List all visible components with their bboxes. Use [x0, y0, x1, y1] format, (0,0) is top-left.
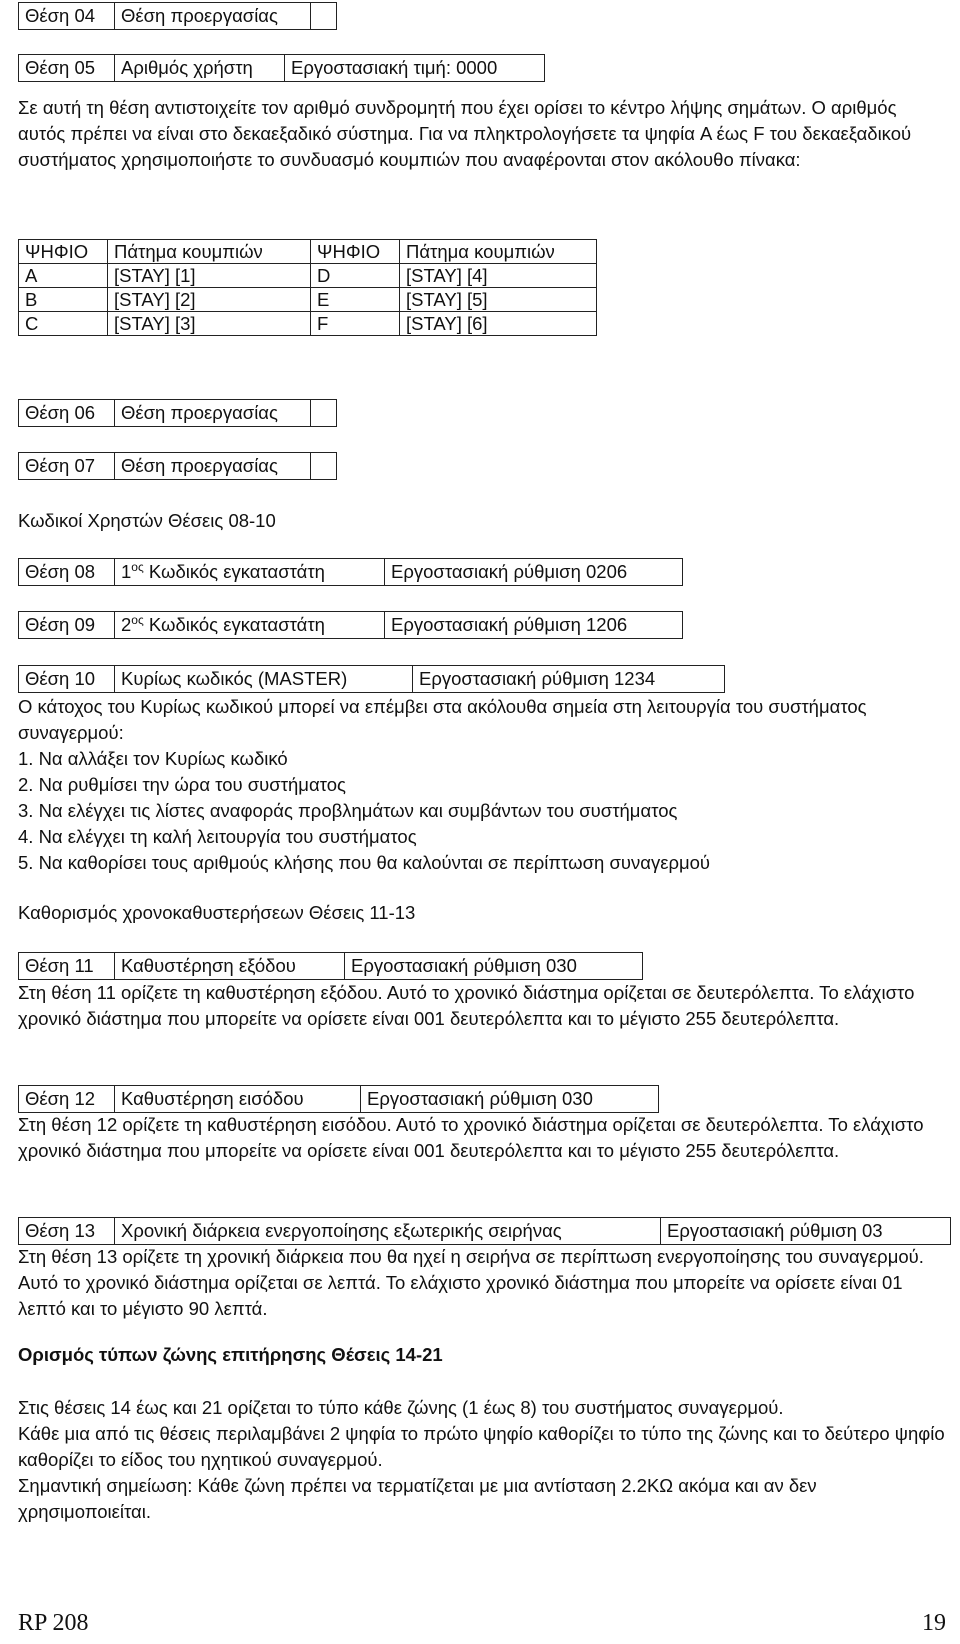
pos10-row — [18, 665, 725, 693]
pos05-label: Αριθμός χρήστη — [115, 55, 285, 81]
table-cell: [STAY] [3] — [108, 312, 311, 336]
table-cell: A — [19, 264, 108, 288]
table-cell: D — [311, 264, 400, 288]
list-item: 4. Να ελέγχει τη καλή λειτουργία του συστήματος — [18, 826, 417, 847]
table-cell: [STAY] [6] — [400, 312, 597, 336]
pos13-number: Θέση 13 — [19, 1218, 115, 1244]
table-cell: [STAY] [1] — [108, 264, 311, 288]
pos10-label: Κυρίως κωδικός (MASTER) — [115, 666, 413, 692]
table-header: Πάτημα κουμπιών — [400, 240, 597, 264]
table-header: ΨΗΦΙΟ — [311, 240, 400, 264]
pos06-row — [18, 399, 337, 427]
pos07-value-cell — [311, 453, 337, 479]
pos13-default: Εργοστασιακή ρύθμιση 03 — [661, 1218, 951, 1244]
pos12-row — [18, 1085, 659, 1113]
list-item: 5. Να καθορίσει τους αριθμούς κλήσης που θα καλούνται σε περίπτωση συναγερμού — [18, 852, 711, 873]
list-item: 1. Να αλλάξει τον Κυρίως κωδικό — [18, 748, 288, 769]
user-codes-heading: Κωδικοί Χρηστών Θέσεις 08-10 — [18, 510, 276, 531]
pos05-number: Θέση 05 — [19, 55, 115, 81]
table-cell: E — [311, 288, 400, 312]
pos08-row — [18, 558, 683, 586]
pos11-number: Θέση 11 — [19, 953, 115, 979]
pos12-default: Εργοστασιακή ρύθμιση 030 — [361, 1086, 659, 1112]
footer-page-number: 19 — [922, 1610, 946, 1636]
pos08-default: Εργοστασιακή ρύθμιση 0206 — [385, 559, 683, 585]
footer-doc-id: RP 208 — [18, 1610, 89, 1636]
master-intro: Ο κάτοχος του Κυρίως κωδικού μπορεί να επέμβει στα ακόλουθα σημεία στη λειτουργία του συστήματος συναγερμού: — [18, 696, 867, 743]
pos10-default: Εργοστασιακή ρύθμιση 1234 — [413, 666, 725, 692]
pos05-row — [18, 54, 545, 82]
pos11-label: Καθυστέρηση εξόδου — [115, 953, 345, 979]
pos04-number: Θέση 04 — [19, 3, 115, 29]
pos12-description: Στη θέση 12 ορίζετε τη καθυστέρηση εισόδου. Αυτό το χρονικό διάστημα ορίζεται σε δευτερόλεπτα. Το ελάχιστο χρονικό διάστημα που μπορείτε να ορίσετε είναι 001 δευτερόλεπτα και το μέγιστο 255 δευτερόλεπτα. — [18, 1114, 924, 1161]
pos08-number: Θέση 08 — [19, 559, 115, 585]
pos08-ordinal-suffix: ος — [131, 560, 144, 574]
zones-paragraph: Στις θέσεις 14 έως και 21 ορίζεται το τύπο κάθε ζώνης (1 έως 8) του συστήματος συναγερμού. — [18, 1397, 784, 1418]
zones-heading: Ορισμός τύπων ζώνης επιτήρησης Θέσεις 14-21 — [18, 1344, 443, 1365]
pos08-label: Κωδικός εγκαταστάτη — [148, 561, 325, 582]
table-cell: [STAY] [4] — [400, 264, 597, 288]
pos07-number: Θέση 07 — [19, 453, 115, 479]
pos09-label: Κωδικός εγκαταστάτη — [148, 614, 325, 635]
pos04-value-cell — [311, 3, 337, 29]
table-cell: B — [19, 288, 108, 312]
pos09-label-cell — [115, 612, 385, 638]
pos09-number: Θέση 09 — [19, 612, 115, 638]
pos13-row — [18, 1217, 951, 1245]
table-row — [19, 288, 597, 312]
hex-digit-table — [18, 239, 597, 336]
table-header: ΨΗΦΙΟ — [19, 240, 108, 264]
table-cell: [STAY] [5] — [400, 288, 597, 312]
table-cell: C — [19, 312, 108, 336]
pos11-row — [18, 952, 643, 980]
master-description — [18, 694, 948, 876]
pos05-description: Σε αυτή τη θέση αντιστοιχείτε τον αριθμό συνδρομητή που έχει ορίσει το κέντρο λήψης σημάτων. Ο αριθμός αυτός πρέπει να είναι στο δεκαεξαδικό σύστημα. Για να πληκτρολογήσετε τα ψηφία A έως F του δεκαεξαδικού συστήματος χρησιμοποιήστε το συνδυασμό κουμπιών που αναφέρονται στον ακόλουθο πίνακα: — [18, 97, 912, 170]
pos06-value-cell — [311, 400, 337, 426]
pos04-row — [18, 2, 337, 30]
delays-heading: Καθορισμός χρονοκαθυστερήσεων Θέσεις 11-13 — [18, 902, 416, 923]
table-row — [19, 264, 597, 288]
pos05-default: Εργοστασιακή τιμή: 0000 — [285, 55, 545, 81]
zones-paragraph: Κάθε μια από τις θέσεις περιλαμβάνει 2 ψηφία το πρώτο ψηφίο καθορίζει το τύπο της ζώνης και το δεύτερο ψηφίο καθορίζει το είδος του ηχητικού συναγερμού. — [18, 1423, 945, 1470]
zones-description — [18, 1395, 948, 1525]
pos12-label: Καθυστέρηση εισόδου — [115, 1086, 361, 1112]
pos08-ordinal: 1 — [121, 561, 132, 582]
table-header: Πάτημα κουμπιών — [108, 240, 311, 264]
table-row — [19, 312, 597, 336]
zones-note: Σημαντική σημείωση: Κάθε ζώνη πρέπει να τερματίζεται με μια αντίσταση 2.2ΚΩ ακόμα και αν δεν χρησιμοποιείται. — [18, 1475, 817, 1522]
table-header-row — [19, 240, 597, 264]
pos07-row — [18, 452, 337, 480]
pos09-row — [18, 611, 683, 639]
pos04-label: Θέση προεργασίας — [115, 3, 311, 29]
table-cell: F — [311, 312, 400, 336]
table-cell: [STAY] [2] — [108, 288, 311, 312]
list-item: 3. Να ελέγχει τις λίστες αναφοράς προβλημάτων και συμβάντων του συστήματος — [18, 800, 678, 821]
pos11-default: Εργοστασιακή ρύθμιση 030 — [345, 953, 643, 979]
list-item: 2. Να ρυθμίσει την ώρα του συστήματος — [18, 774, 346, 795]
pos08-label-cell — [115, 559, 385, 585]
pos07-label: Θέση προεργασίας — [115, 453, 311, 479]
pos10-number: Θέση 10 — [19, 666, 115, 692]
pos12-number: Θέση 12 — [19, 1086, 115, 1112]
pos13-label: Χρονική διάρκεια ενεργοποίησης εξωτερικής σειρήνας — [115, 1218, 661, 1244]
pos11-description: Στη θέση 11 ορίζετε τη καθυστέρηση εξόδου. Αυτό το χρονικό διάστημα ορίζεται σε δευτερόλεπτα. Το ελάχιστο χρονικό διάστημα που μπορείτε να ορίσετε είναι 001 δευτερόλεπτα και το μέγιστο 255 δευτερόλεπτα. — [18, 982, 915, 1029]
pos09-ordinal: 2 — [121, 614, 132, 635]
pos09-default: Εργοστασιακή ρύθμιση 1206 — [385, 612, 683, 638]
pos13-description: Στη θέση 13 ορίζετε τη χρονική διάρκεια που θα ηχεί η σειρήνα σε περίπτωση ενεργοποίησης του συναγερμού. Αυτό το χρονικό διάστημα ορίζεται σε λεπτά. Το ελάχιστο χρονικό διάστημα που μπορείτε να ορίσετε είναι 01 λεπτό και το μέγιστο 90 λεπτά. — [18, 1246, 924, 1319]
pos09-ordinal-suffix: ος — [131, 613, 144, 627]
pos06-label: Θέση προεργασίας — [115, 400, 311, 426]
pos06-number: Θέση 06 — [19, 400, 115, 426]
